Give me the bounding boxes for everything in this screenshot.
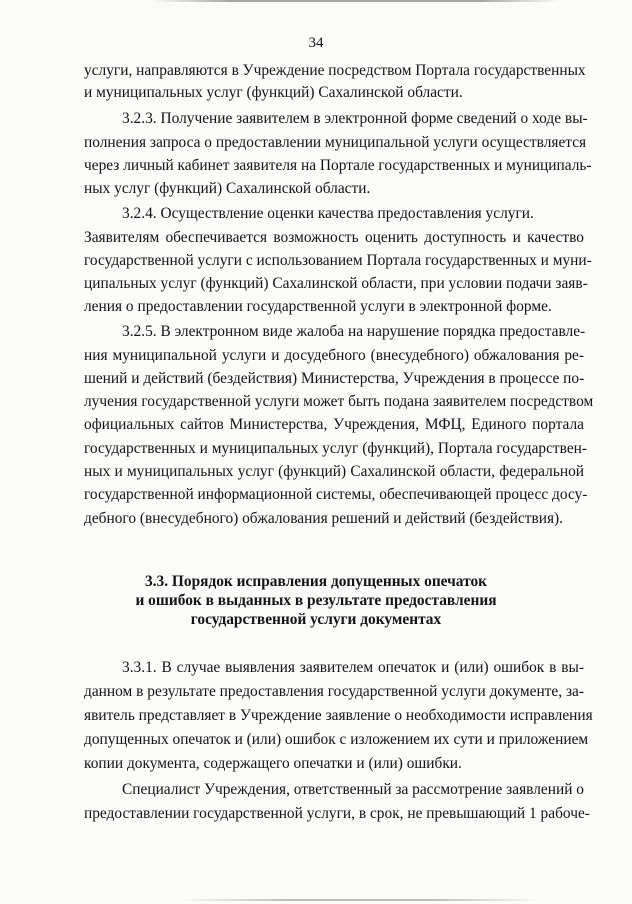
text-line: ления о предоставлении государственной услуги в электронной форме. [84, 298, 552, 315]
scan-edge-top [150, 0, 560, 2]
text-line: ных и муниципальных услуг (функций) Сахалинской области, федеральной [84, 463, 584, 480]
text-line: государственной услуги с использованием Портала государственных и муни- [84, 252, 592, 269]
section-heading-line: 3.3. Порядок исправления допущенных опечаток [144, 573, 488, 590]
text-line: ния муниципальной услуги и досудебного (внесудебного) обжалования ре- [84, 347, 584, 364]
text-line: ных услуг (функций) Сахалинской области. [84, 180, 371, 197]
scan-edge-bottom [180, 899, 540, 901]
text-line: данном в результате предоставления государственной услуги документе, за- [84, 683, 584, 700]
text-line: предоставлении государственной услуги, в срок, не превышающий 1 рабоче- [84, 805, 590, 822]
text-line: дебного (внесудебного) обжалования решений и действий (бездействия). [84, 510, 564, 527]
text-line: Специалист Учреждения, ответственный за рассмотрение заявлений о [122, 781, 584, 798]
text-line: государственной информационной системы, обеспечивающей процесс досу- [84, 486, 588, 503]
text-line: через личный кабинет заявителя на Портале государственных и муниципаль- [84, 157, 592, 174]
text-line: лучения государственной услуги может быть подана заявителем посредством [84, 393, 594, 410]
text-line: 3.2.4. Осуществление оценки качества предоставления услуги. [122, 205, 534, 222]
text-line: и муниципальных услуг (функций) Сахалинской области. [84, 84, 463, 101]
text-line: допущенных опечаток и (или) ошибок с изложением их сути и приложением [84, 731, 589, 748]
section-heading-line: и ошибок в выданных в результате предоставления [135, 592, 497, 609]
text-line: ципальных услуг (функций) Сахалинской области, при условии подачи заяв- [84, 275, 588, 292]
text-line: явитель представляет в Учреждение заявление о необходимости исправления [84, 707, 593, 724]
text-line: шений и действий (бездействия) Министерства, Учреждения в процессе по- [84, 370, 585, 387]
text-line: 3.2.5. В электронном виде жалоба на нарушение порядка предоставле- [122, 323, 586, 340]
text-line: 3.2.3. Получение заявителем в электронной форме сведений о ходе вы- [122, 110, 588, 127]
text-line: Заявителям обеспечивается возможность оценить доступность и качество [84, 229, 584, 246]
text-line: копии документа, содержащего опечатки и (или) ошибки. [84, 755, 462, 772]
page-number: 34 [308, 35, 324, 51]
text-line: 3.3.1. В случае выявления заявителем опечаток и (или) ошибок в вы- [122, 659, 584, 676]
text-line: полнения запроса о предоставлении муниципальной услуги осуществляется [84, 134, 587, 151]
text-line: официальных сайтов Министерства, Учреждения, МФЦ, Единого портала [84, 416, 584, 433]
text-line: государственных и муниципальных услуг (функций), Портала государствен- [84, 440, 588, 457]
text-line: услуги, направляются в Учреждение посредством Портала государственных [84, 62, 586, 79]
section-heading-line: государственной услуги документах [190, 611, 442, 628]
